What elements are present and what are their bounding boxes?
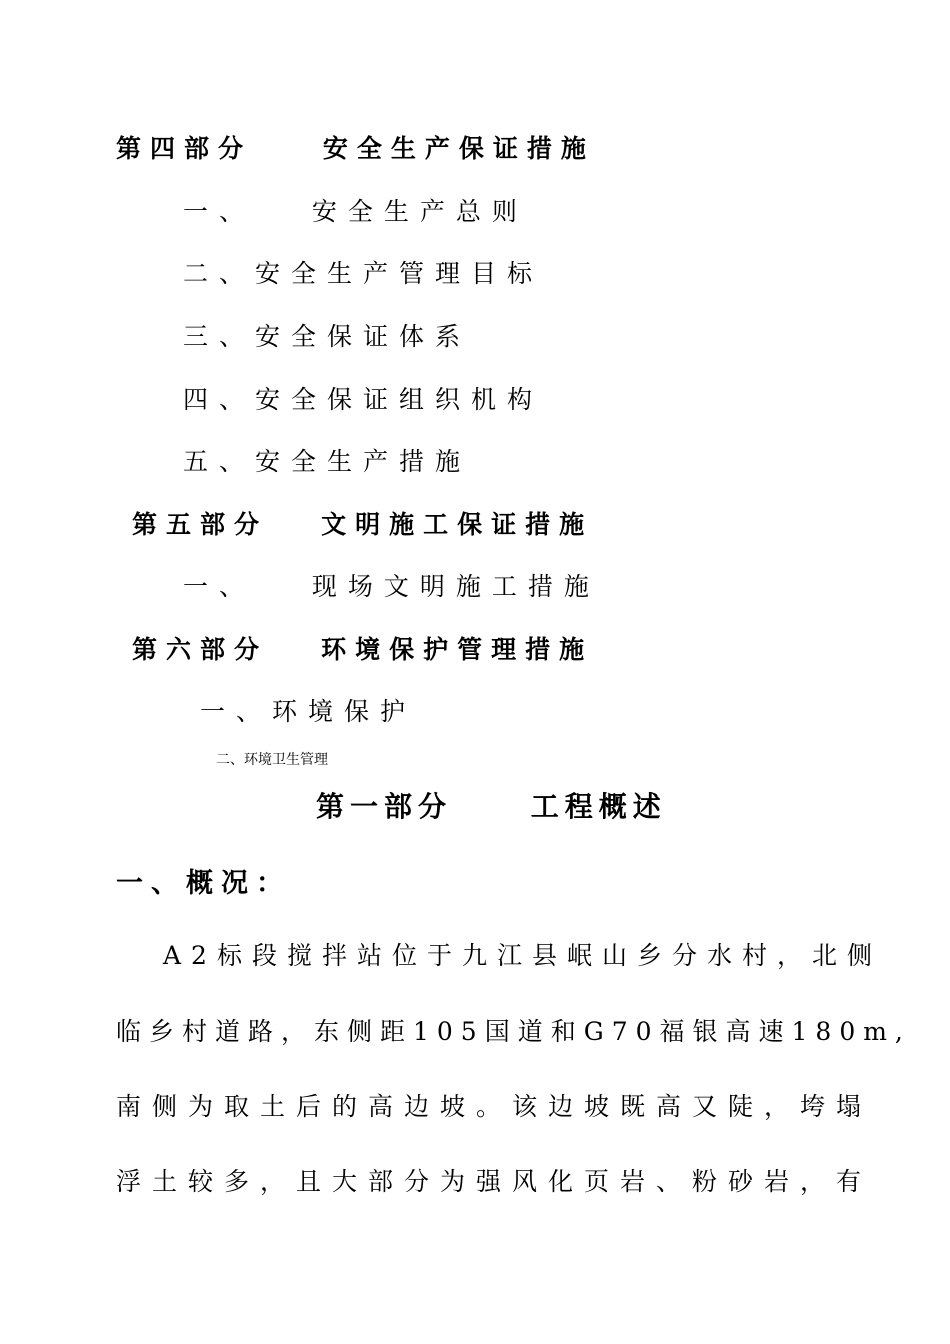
toc-part4-item-2: 二、安全生产管理目标 — [183, 259, 544, 288]
toc-part4-item-1: 一、 安全生产总则 — [183, 197, 528, 226]
section-subheading: 一、概况： — [116, 868, 291, 899]
section-title: 第一部分 工程概述 — [316, 790, 667, 823]
paragraph-line-3: 南侧为取土后的高边坡。该边坡既高又陡，垮塌 — [116, 1092, 873, 1121]
toc-part4-item-4: 四、安全保证组织机构 — [183, 385, 544, 414]
toc-part4-item-5: 五、安全生产措施 — [183, 447, 472, 476]
toc-part4-item-3: 三、安全保证体系 — [183, 322, 472, 351]
toc-part5-title: 第五部分 文明施工保证措施 — [132, 510, 594, 539]
toc-part4-title: 第四部分 安全生产保证措施 — [116, 134, 595, 163]
toc-part5-item-1: 一、 现场文明施工措施 — [183, 572, 600, 601]
toc-part6-item-1: 一、环境保护 — [200, 697, 417, 726]
paragraph-line-2: 临乡村道路，东侧距105国道和G70福银高速180m, — [116, 1017, 911, 1046]
paragraph-line-4: 浮土较多，且大部分为强风化页岩、粉砂岩，有 — [116, 1167, 873, 1196]
toc-part6-item-2: 二、环境卫生管理 — [216, 752, 328, 768]
paragraph-line-1: A2标段搅拌站位于九江县岷山乡分水村，北侧 — [163, 941, 882, 970]
toc-part6-title: 第六部分 环境保护管理措施 — [132, 635, 594, 664]
